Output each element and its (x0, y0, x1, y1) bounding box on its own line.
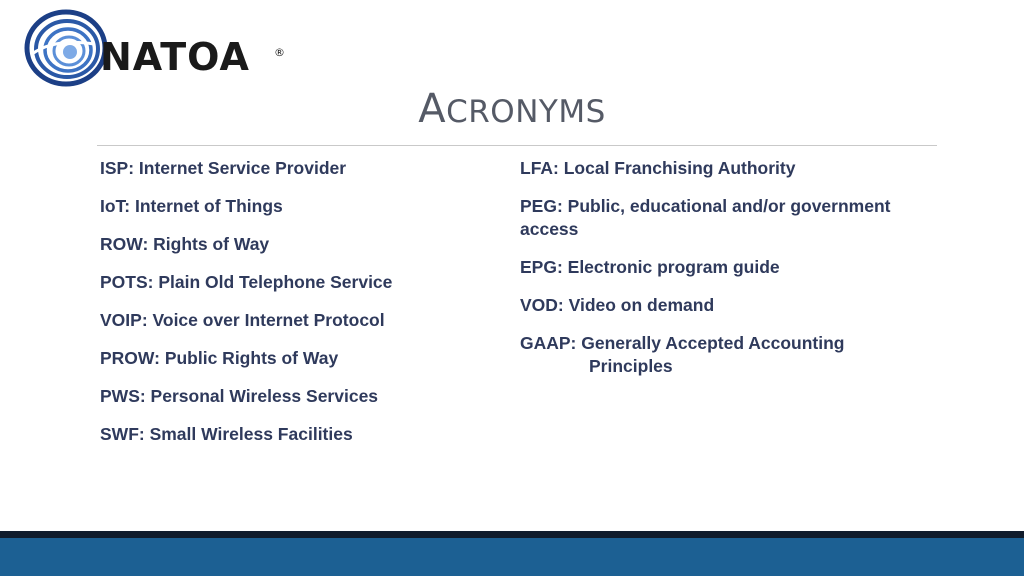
acronym-iot: IoT: Internet of Things (100, 196, 283, 216)
footer-accent-bar (0, 531, 1024, 538)
acronym-list-right (520, 157, 940, 393)
logo-registered-mark: ® (274, 46, 285, 59)
acronym-swf: SWF: Small Wireless Facilities (100, 424, 353, 444)
footer-bar (0, 538, 1024, 576)
acronym-pws: PWS: Personal Wireless Services (100, 386, 379, 406)
title-divider (97, 145, 937, 146)
acronym-row: ROW: Rights of Way (100, 234, 270, 254)
acronym-lfa: LFA: Local Franchising Authority (520, 158, 796, 178)
natoa-swirl-icon (27, 12, 105, 84)
acronym-gaap (520, 332, 940, 378)
acronym-pots: POTS: Plain Old Telephone Service (100, 272, 393, 292)
acronym-voip: VOIP: Voice over Internet Protocol (100, 310, 385, 330)
title-initial: A (418, 86, 447, 132)
acronym-list-left (100, 157, 470, 461)
natoa-logo (24, 8, 292, 88)
acronym-prow: PROW: Public Rights of Way (100, 348, 339, 368)
acronym-epg: EPG: Electronic program guide (520, 257, 780, 277)
logo-wordmark: NATOA (100, 35, 250, 79)
acronym-vod: VOD: Video on demand (520, 295, 715, 315)
acronym-gaap-line2: Principles (589, 356, 673, 376)
acronym-isp: ISP: Internet Service Provider (100, 158, 347, 178)
page-title (0, 86, 1024, 132)
acronym-peg: PEG: Public, educational and/or government access (520, 196, 891, 239)
title-rest: CRONYMS (446, 94, 606, 130)
acronym-gaap-line1: GAAP: Generally Accepted Accounting (520, 333, 845, 353)
